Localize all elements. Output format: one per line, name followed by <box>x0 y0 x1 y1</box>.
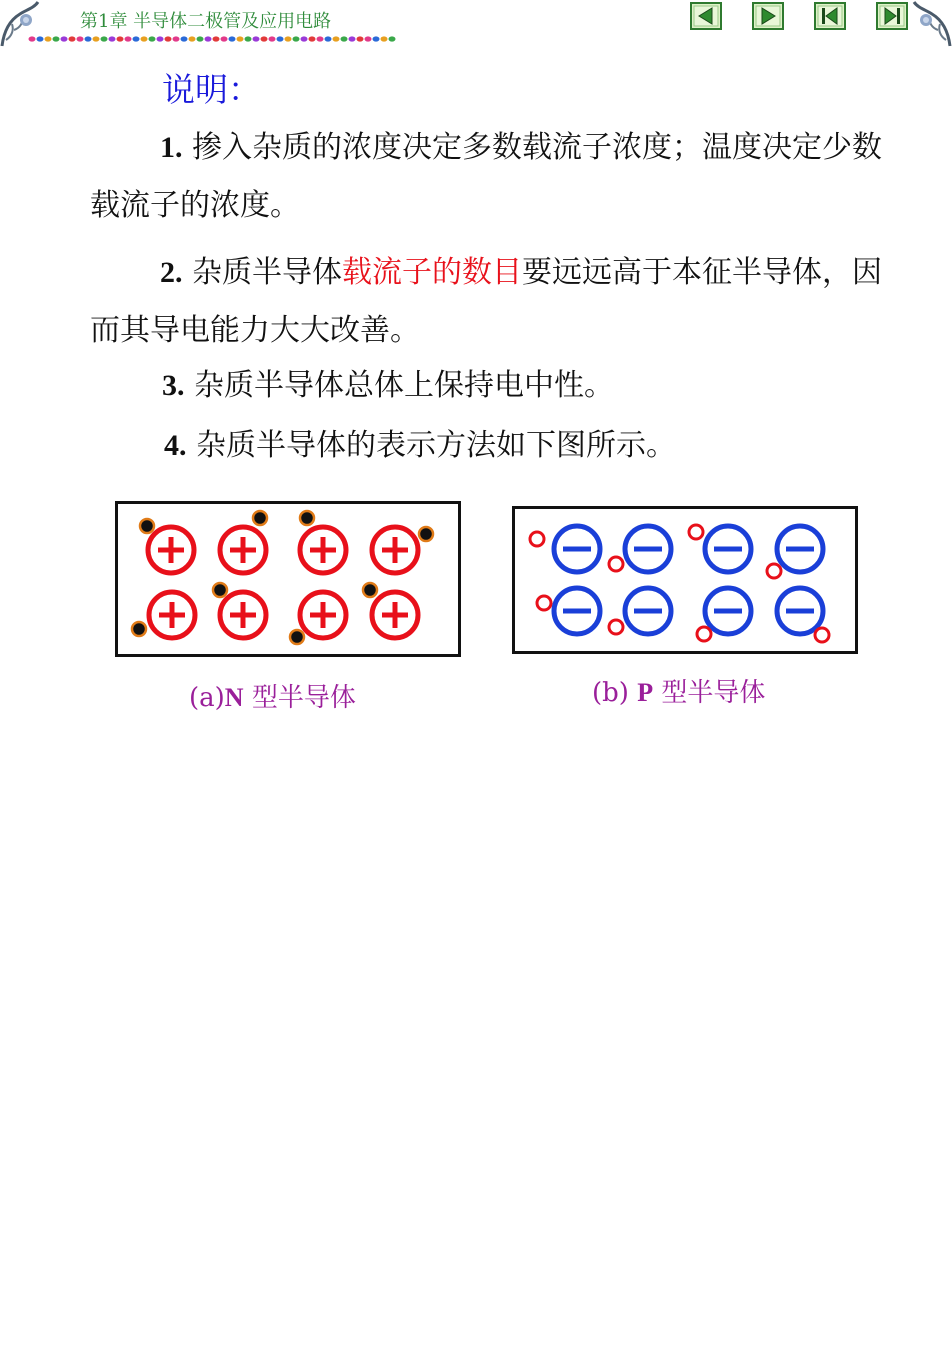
caption-label: (a) <box>189 683 225 713</box>
note-item-2 <box>90 244 905 360</box>
bead <box>261 36 268 41</box>
p-type-caption <box>592 672 765 709</box>
free-electron <box>213 583 227 597</box>
section-heading: 说明： <box>162 70 261 109</box>
bead <box>133 36 140 41</box>
bead <box>357 36 364 41</box>
bead <box>53 36 60 41</box>
bead <box>389 36 396 41</box>
bead <box>173 36 180 41</box>
skip-first-icon <box>814 2 846 30</box>
caption-text: 型半导体 <box>251 683 356 713</box>
positive-ion <box>220 527 266 573</box>
item-text-after: 要远远高于本征半导体，因而其导电能力大大改善。 <box>90 255 883 348</box>
bead <box>325 36 332 41</box>
bead <box>125 36 132 41</box>
negative-ion <box>705 526 751 572</box>
bead <box>277 36 284 41</box>
bead <box>197 36 204 41</box>
positive-ion <box>149 592 195 638</box>
bead <box>189 36 196 41</box>
prev-page-button[interactable] <box>690 2 722 30</box>
bead <box>149 36 156 41</box>
bead <box>213 36 220 41</box>
skip-last-icon <box>876 2 908 30</box>
decorative-bead-divider <box>28 34 396 44</box>
bead <box>61 36 68 41</box>
bead <box>253 36 260 41</box>
positive-ion <box>300 592 346 638</box>
bead <box>93 36 100 41</box>
free-electron <box>300 511 314 525</box>
item-number: 4. <box>164 429 187 462</box>
item-text-highlight: 载流子的数目 <box>342 255 523 290</box>
bead <box>101 36 108 41</box>
bead <box>141 36 148 41</box>
hole <box>697 627 711 641</box>
hole <box>689 525 703 539</box>
item-text: 杂质半导体总体上保持电中性。 <box>194 368 615 403</box>
caption-letter: N <box>224 683 244 712</box>
hole <box>767 564 781 578</box>
hole <box>609 557 623 571</box>
bead <box>373 36 380 41</box>
hole <box>609 620 623 634</box>
triangle-right-icon <box>752 2 784 30</box>
n-type-semiconductor-diagram <box>115 501 461 657</box>
bead <box>109 36 116 41</box>
bead <box>365 36 372 41</box>
bead <box>301 36 308 41</box>
negative-ion <box>777 588 823 634</box>
bead <box>157 36 164 41</box>
item-number: 3. <box>162 369 185 402</box>
bead <box>317 36 324 41</box>
item-text: 掺入杂质的浓度决定多数载流子浓度；温度决定少数载流子的浓度。 <box>90 130 883 223</box>
positive-ion <box>372 527 418 573</box>
bead <box>37 36 44 41</box>
caption-label: (b) <box>592 678 629 708</box>
bead <box>237 36 244 41</box>
note-item-4 <box>164 426 676 466</box>
bead <box>181 36 188 41</box>
p-type-semiconductor-diagram <box>512 506 858 654</box>
bead <box>341 36 348 41</box>
item-number: 1. <box>160 131 183 164</box>
negative-ion <box>625 526 671 572</box>
bead <box>293 36 300 41</box>
bead <box>381 36 388 41</box>
positive-ion <box>372 592 418 638</box>
bead <box>245 36 252 41</box>
free-electron <box>290 630 304 644</box>
bead <box>229 36 236 41</box>
positive-ion <box>300 527 346 573</box>
note-item-1 <box>90 119 905 235</box>
negative-ion <box>554 588 600 634</box>
chapter-title: 第1章 半导体二极管及应用电路 <box>80 11 332 32</box>
bead <box>117 36 124 41</box>
hole <box>537 596 551 610</box>
corner-ornament-right <box>912 0 952 48</box>
free-electron <box>132 622 146 636</box>
bead <box>29 36 36 41</box>
item-text: 杂质半导体的表示方法如下图所示。 <box>196 428 677 463</box>
bead <box>221 36 228 41</box>
bead <box>45 36 52 41</box>
hole <box>530 532 544 546</box>
negative-ion <box>554 526 600 572</box>
positive-ion <box>220 592 266 638</box>
bead <box>85 36 92 41</box>
last-page-button[interactable] <box>876 2 908 30</box>
negative-ion <box>625 588 671 634</box>
negative-ion <box>705 588 751 634</box>
first-page-button[interactable] <box>814 2 846 30</box>
item-text-before: 杂质半导体 <box>192 255 343 290</box>
free-electron <box>419 527 433 541</box>
bead <box>349 36 356 41</box>
bead <box>269 36 276 41</box>
positive-ion <box>148 527 194 573</box>
free-electron <box>253 511 267 525</box>
bead <box>165 36 172 41</box>
free-electron <box>140 519 154 533</box>
bead <box>69 36 76 41</box>
next-page-button[interactable] <box>752 2 784 30</box>
free-electron <box>363 583 377 597</box>
caption-text: 型半导体 <box>661 678 766 708</box>
caption-letter: P <box>637 678 654 707</box>
n-type-caption <box>189 677 356 714</box>
bead <box>309 36 316 41</box>
negative-ion <box>777 526 823 572</box>
bead <box>333 36 340 41</box>
bead <box>205 36 212 41</box>
bead <box>285 36 292 41</box>
bead <box>77 36 84 41</box>
triangle-left-icon <box>690 2 722 30</box>
item-number: 2. <box>160 256 183 289</box>
note-item-3 <box>162 366 614 406</box>
hole <box>815 628 829 642</box>
